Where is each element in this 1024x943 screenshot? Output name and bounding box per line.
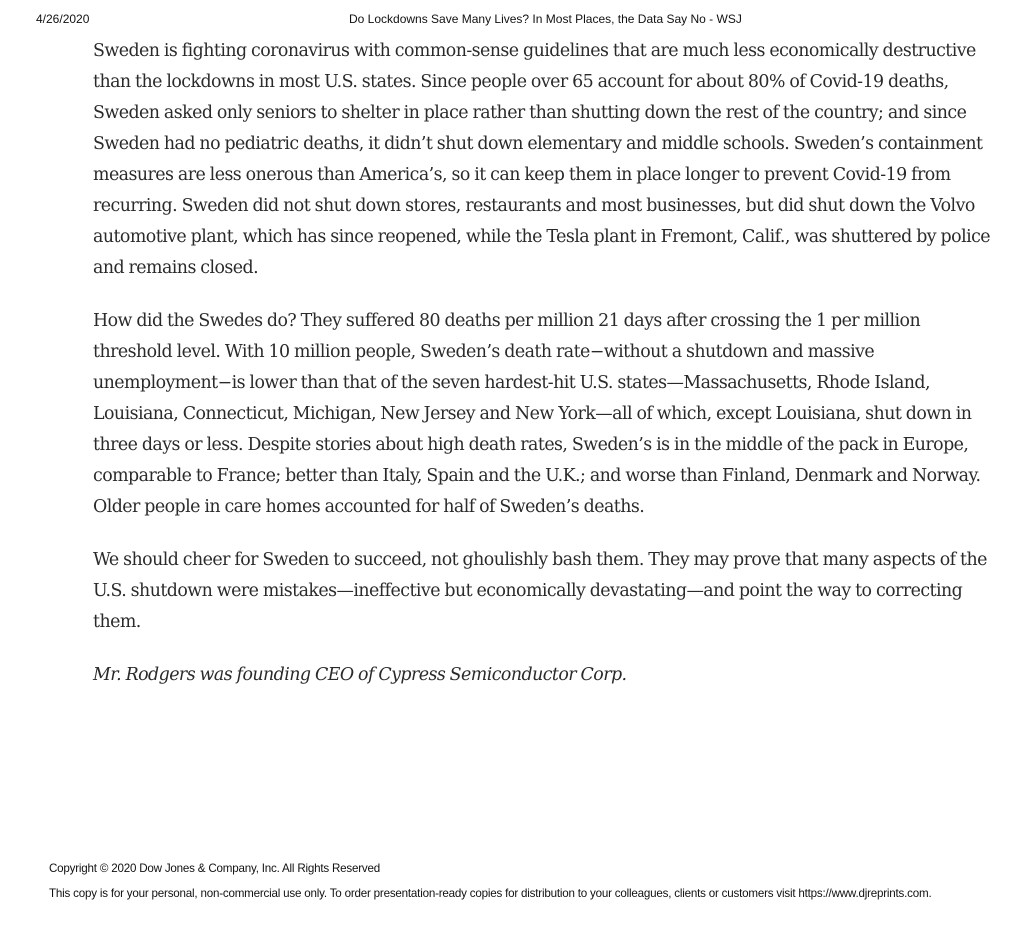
copyright-notice: Copyright © 2020 Dow Jones & Company, Inc. All Rights Reserved [49, 862, 381, 875]
article-paragraph: We should cheer for Sweden to succeed, not ghoulishly bash them. They may prove that many aspects of the U.S. shutdown were mistakes—ineffective but economically devastating—and point the way to correcting them. [93, 550, 987, 632]
article-paragraph: Sweden is fighting coronavirus with common-sense guidelines that are much less economically destructive than the lockdowns in most U.S. states. Since people over 65 account for about 80% of Covid-19 deaths, Sweden asked only seniors to shelter in place rather than shutting down the rest of the country; and since Sweden had no pediatric deaths, it didn’t shut down elementary and middle schools. Sweden’s containment measures are less onerous than America’s, so it can keep them in place longer to prevent Covid-19 from recurring. Sweden did not shut down stores, restaurants and most businesses, but did shut down the Volvo automotive plant, which has since reopened, while the Tesla plant in Fremont, Calif., was shuttered by police and remains closed. [93, 41, 991, 278]
print-header [0, 12, 1024, 30]
print-page-title: Do Lockdowns Save Many Lives? In Most Places, the Data Say No - WSJ [349, 12, 742, 26]
article-paragraph: How did the Swedes do? They suffered 80 deaths per million 21 days after crossing the 1 per million threshold level. With 10 million people, Sweden’s death rate−without a shutdown and massive unemployment−is lower than that of the seven hardest-hit U.S. states—Massachusetts, Rhode Island, Louisiana, Connecticut, Michigan, New Jersey and New York—all of which, except Louisiana, shut down in three days or less. Despite stories about high death rates, Sweden’s is in the middle of the pack in Europe, comparable to France; better than Italy, Spain and the U.K.; and worse than Finland, Denmark and Norway. Older people in care homes accounted for half of Sweden’s deaths. [93, 311, 981, 517]
author-byline: Mr. Rodgers was founding CEO of Cypress Semiconductor Corp. [93, 665, 627, 685]
reprint-notice: This copy is for your personal, non-commercial use only. To order presentation-ready copies for distribution to your colleagues, clients or customers visit https://www.djreprints.com. [49, 887, 932, 900]
article-body [93, 36, 993, 713]
page-footer [49, 862, 949, 901]
print-date: 4/26/2020 [36, 12, 90, 26]
